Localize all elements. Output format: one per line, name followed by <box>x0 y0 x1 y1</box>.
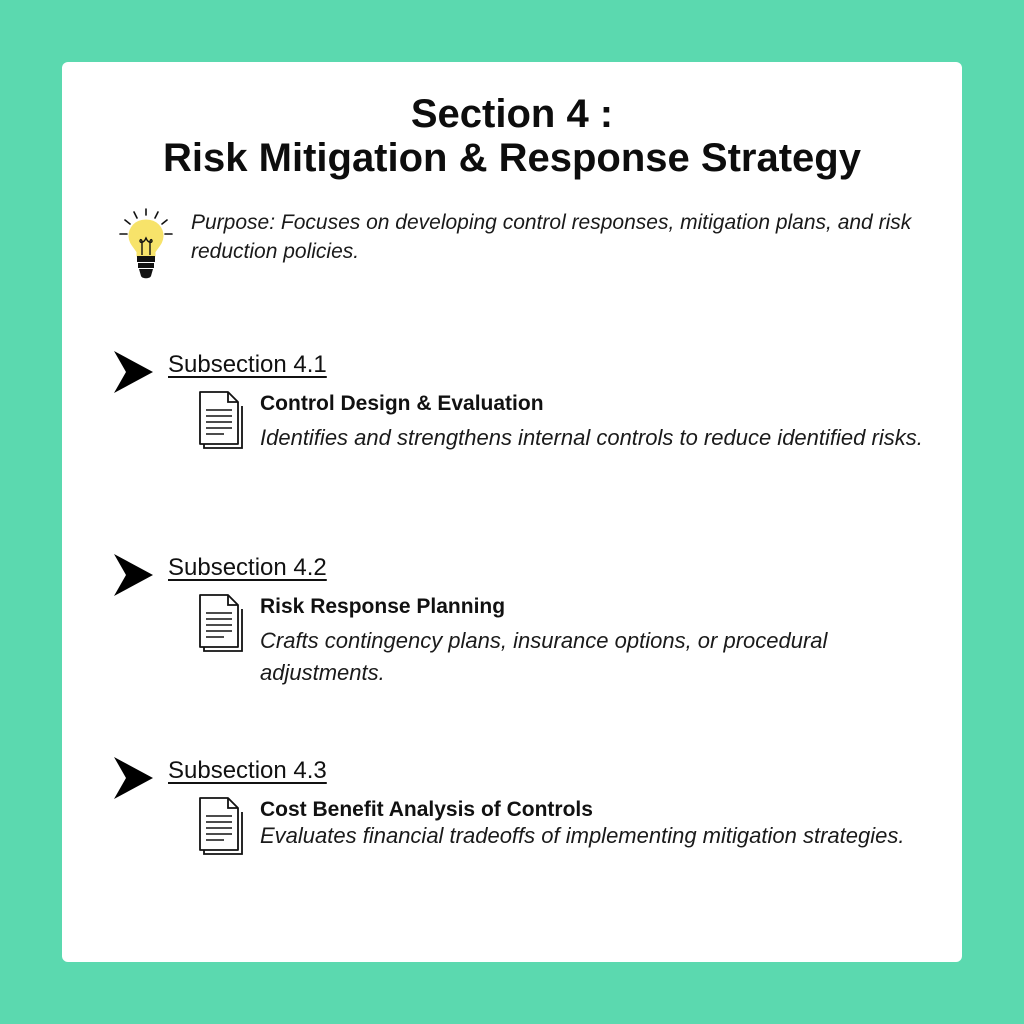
subsection-description: Crafts contingency plans, insurance options, or procedural adjustments. <box>260 628 828 685</box>
subsection-label[interactable]: Subsection 4.2 <box>168 554 327 581</box>
arrow-icon <box>114 553 154 597</box>
subsection-title: Control Design & Evaluation <box>260 392 544 415</box>
arrow-icon <box>114 350 154 394</box>
title-line-1: Section 4 : <box>410 92 614 136</box>
document-icon <box>198 390 244 450</box>
purpose-text: Purpose: Focuses on developing control responses, mitigation plans, and risk reduction policies. <box>191 211 912 263</box>
document-icon <box>198 796 244 856</box>
subsection-description: Identifies and strengthens internal controls to reduce identified risks. <box>260 425 923 450</box>
subsection-title: Cost Benefit Analysis of Controls <box>260 798 593 821</box>
subsection-label[interactable]: Subsection 4.3 <box>168 757 327 784</box>
subsection-title: Risk Response Planning <box>260 595 506 618</box>
subsection-label[interactable]: Subsection 4.1 <box>168 351 327 378</box>
document-icon <box>198 593 244 653</box>
lightbulb-icon <box>114 206 178 286</box>
content-card <box>62 62 962 962</box>
subsection-description: Evaluates financial tradeoffs of implementing mitigation strategies. <box>260 823 905 848</box>
arrow-icon <box>114 756 154 800</box>
title-line-2: Risk Mitigation & Response Strategy <box>163 136 861 180</box>
page-title <box>62 92 962 180</box>
